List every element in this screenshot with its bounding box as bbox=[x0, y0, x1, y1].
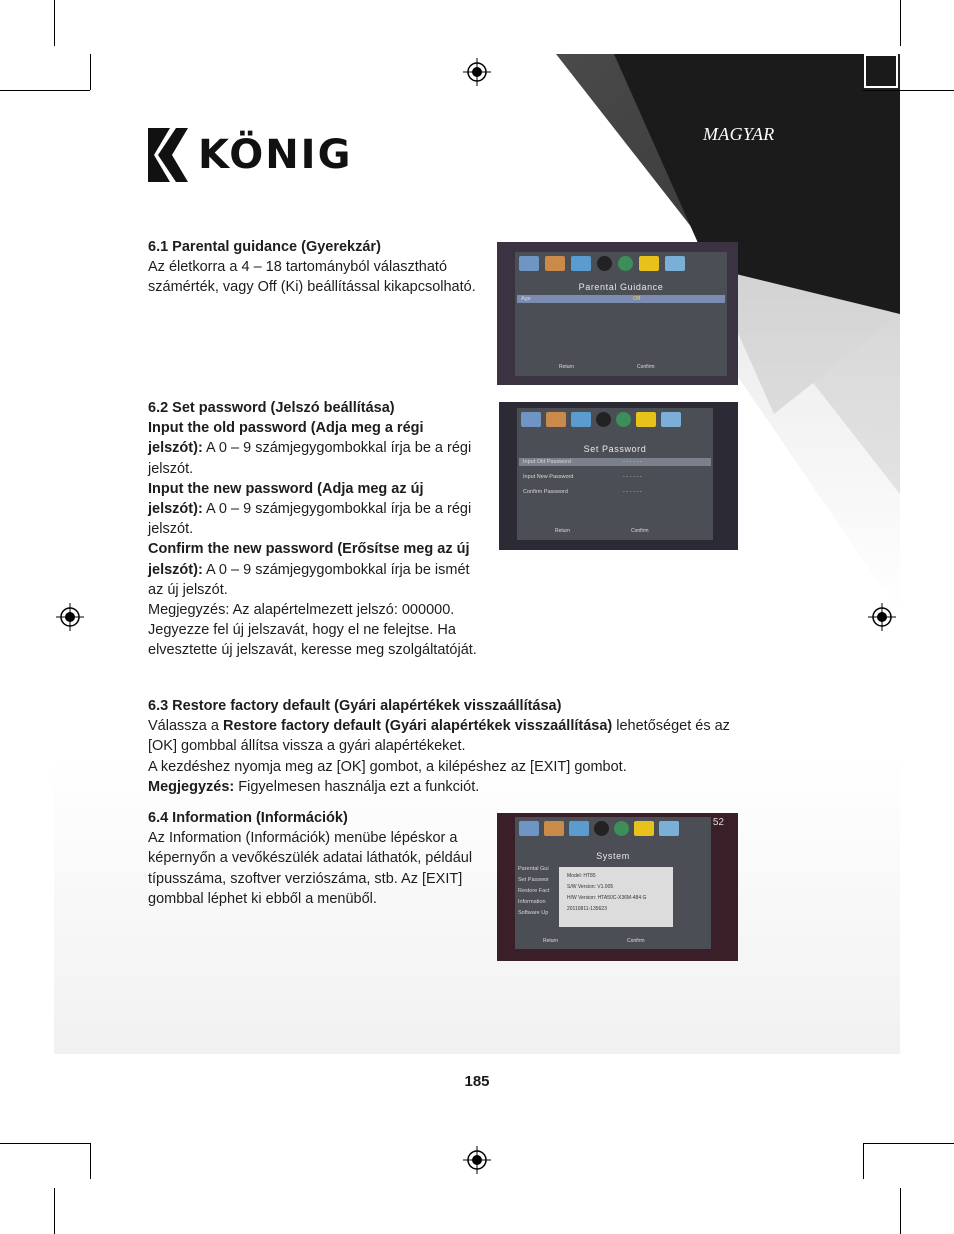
crop-mark bbox=[0, 1143, 90, 1144]
tv-icon bbox=[521, 412, 541, 427]
osd-footer: Confirm bbox=[631, 528, 649, 534]
film-icon bbox=[545, 256, 565, 271]
picture-icon bbox=[569, 821, 589, 836]
crop-mark bbox=[54, 0, 55, 46]
film-icon bbox=[544, 821, 564, 836]
osd-icon-row bbox=[521, 412, 681, 427]
top-number: 52 bbox=[712, 817, 724, 828]
disc-icon bbox=[594, 821, 609, 836]
system-info-box: Model: HT85 S/W Version: V1.005 H/W Version: HTA50C-X36M-484 G 20110811-135623 bbox=[559, 867, 673, 927]
paragraph: Megjegyzés: Figyelmesen használja ezt a funkciót. bbox=[148, 778, 480, 795]
osd-footer: Return bbox=[555, 528, 571, 534]
row-label: Age bbox=[521, 296, 531, 302]
crop-mark bbox=[863, 90, 954, 91]
section-6-4 bbox=[148, 808, 480, 909]
tv-icon bbox=[519, 821, 539, 836]
paragraph: Válassza a Restore factory default (Gyári alapértékek visszaállítása) lehetőséget és az [OK] gombbal állítsa vissza a gyári alapértékeket. bbox=[148, 718, 730, 755]
crop-mark bbox=[900, 0, 901, 46]
osd-icon-row bbox=[519, 821, 679, 836]
crop-mark bbox=[0, 90, 90, 91]
screenshot-parental-guidance bbox=[497, 242, 738, 385]
corner-box bbox=[864, 54, 898, 88]
osd-footer: Confirm bbox=[627, 938, 645, 944]
section-heading: 6.4 Information (Információk) bbox=[148, 810, 348, 826]
crop-mark bbox=[900, 1188, 901, 1234]
language-label: MAGYAR bbox=[703, 124, 775, 144]
film-icon bbox=[546, 412, 566, 427]
tools-icon bbox=[634, 821, 654, 836]
registration-mark-icon bbox=[56, 603, 84, 631]
osd-row-age bbox=[517, 295, 725, 303]
crop-mark bbox=[90, 54, 91, 90]
osd-menu-item: Restore Fact bbox=[518, 888, 550, 894]
section-heading: 6.1 Parental guidance (Gyerekzár) bbox=[148, 239, 381, 255]
osd-title: Set Password bbox=[583, 444, 647, 454]
osd-menu-item: Parental Gui bbox=[518, 866, 549, 872]
section-6-3 bbox=[148, 696, 748, 797]
registration-mark-icon bbox=[463, 58, 491, 86]
osd-menu-item: Information bbox=[518, 899, 546, 905]
disc-icon bbox=[596, 412, 611, 427]
osd-row: Confirm Password - - - - - - bbox=[523, 489, 642, 495]
osd-row: Input New Password - - - - - - bbox=[523, 474, 642, 480]
signal-icon bbox=[665, 256, 685, 271]
tools-icon bbox=[639, 256, 659, 271]
screenshot-set-password bbox=[499, 402, 738, 550]
crop-mark bbox=[90, 1143, 91, 1179]
konig-k-icon bbox=[148, 128, 188, 182]
tools-icon bbox=[636, 412, 656, 427]
globe-icon bbox=[618, 256, 633, 271]
picture-icon bbox=[571, 412, 591, 427]
registration-mark-icon bbox=[463, 1146, 491, 1174]
paragraph: Input the old password (Adja meg a régi jelszót): A 0 – 9 számjegygombokkal írja be a régi jelszót. bbox=[148, 420, 472, 477]
note: Megjegyzés: Az alapértelmezett jelszó: 000000. Jegyezze fel új jelszavát, hogy el ne felejtse. Ha elvesztette új jelszavát, keresse meg szolgáltatóját. bbox=[148, 602, 477, 659]
osd-menu-item: Software Up bbox=[518, 910, 549, 916]
osd-menu bbox=[515, 252, 727, 376]
signal-icon bbox=[661, 412, 681, 427]
osd-title: System bbox=[596, 851, 630, 861]
page-number: 185 bbox=[464, 1073, 490, 1090]
globe-icon bbox=[616, 412, 631, 427]
crop-mark bbox=[863, 1143, 954, 1144]
osd-footer: Confirm bbox=[637, 364, 655, 370]
paragraph: Confirm the new password (Erősítse meg az új jelszót): A 0 – 9 számjegygombokkal írja be ismét az új jelszót. bbox=[148, 541, 470, 598]
crop-mark bbox=[863, 1143, 864, 1179]
osd-icon-row bbox=[519, 256, 685, 271]
section-6-2 bbox=[148, 398, 478, 661]
paragraph: A kezdéshez nyomja meg az [OK] gombot, a kilépéshez az [EXIT] gombot. bbox=[148, 758, 627, 775]
osd-title: Parental Guidance bbox=[578, 282, 664, 292]
registration-mark-icon bbox=[868, 603, 896, 631]
crop-mark bbox=[54, 1188, 55, 1234]
globe-icon bbox=[614, 821, 629, 836]
disc-icon bbox=[597, 256, 612, 271]
osd-footer: Return bbox=[543, 938, 559, 944]
brand-name: KÖNIG bbox=[198, 131, 353, 178]
osd-menu-item: Set Passwor bbox=[518, 877, 549, 883]
osd-menu bbox=[517, 408, 713, 540]
signal-icon bbox=[659, 821, 679, 836]
osd-footer: Return bbox=[559, 364, 575, 370]
osd-row: Input Old Password - - - - - - bbox=[519, 458, 711, 466]
brand-logo bbox=[148, 127, 352, 182]
row-value: Off bbox=[633, 296, 641, 302]
section-body: Az Information (Információk) menübe lépéskor a képernyőn a vevőkészülék adatai láthatók, például típusszáma, szoftver verziószáma, stb. Az [EXIT] gombbal léphet ki ebből a menüből. bbox=[148, 830, 473, 907]
section-body: Az életkorra a 4 – 18 tartományból választható számérték, vagy Off (Ki) beállítással kikapcsolható. bbox=[148, 259, 476, 296]
screenshot-system-info bbox=[497, 813, 738, 961]
osd-menu bbox=[515, 817, 711, 949]
section-heading: 6.3 Restore factory default (Gyári alapértékek visszaállítása) bbox=[148, 698, 562, 714]
section-heading: 6.2 Set password (Jelszó beállítása) bbox=[148, 400, 395, 416]
paragraph: Input the new password (Adja meg az új jelszót): A 0 – 9 számjegygombokkal írja be a régi jelszót. bbox=[148, 480, 472, 538]
picture-icon bbox=[571, 256, 591, 271]
section-6-1 bbox=[148, 237, 478, 298]
tv-icon bbox=[519, 256, 539, 271]
